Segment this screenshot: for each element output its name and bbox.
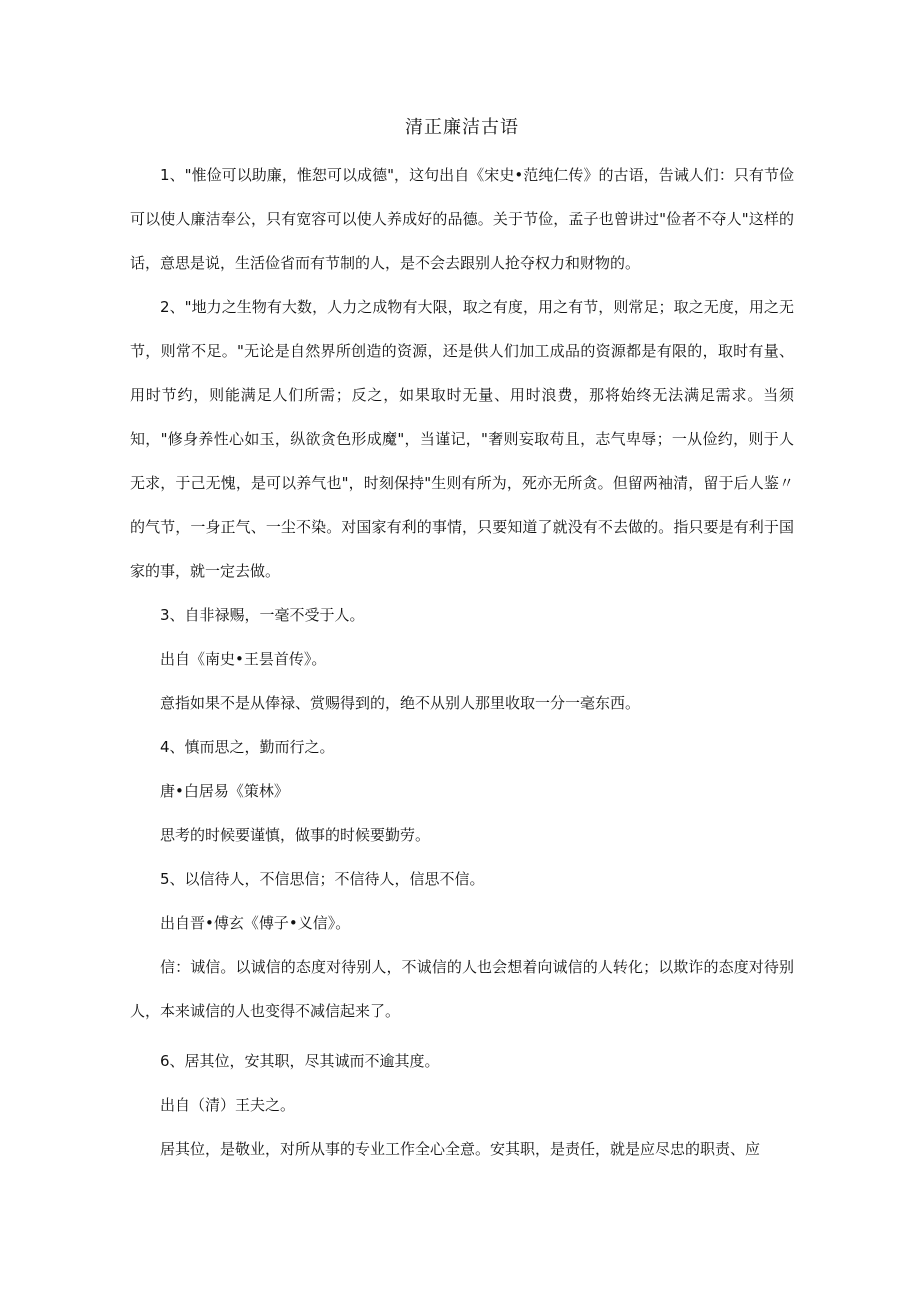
paragraph-7: 唐•白居易《策林》 <box>160 782 289 800</box>
paragraph-12: 6、居其位，安其职，尽其诚而不逾其度。 <box>160 1052 440 1070</box>
paragraph-8: 思考的时候要谨慎，做事的时候要勤劳。 <box>160 826 431 844</box>
paragraph-6: 4、慎而思之，勤而行之。 <box>160 738 335 756</box>
document-title: 清正廉洁古语 <box>405 117 519 138</box>
paragraph-3: 3、自非禄赐，一毫不受于人。 <box>160 606 365 624</box>
paragraph-9: 5、以信待人，不信思信；不信待人，信思不信。 <box>160 870 485 888</box>
paragraph-5: 意指如果不是从俸禄、赏赐得到的，绝不从别人那里收取一分一毫东西。 <box>160 694 641 712</box>
paragraph-2: 2、"地力之生物有大数，人力之成物有大限，取之有度，用之有节，则常足；取之无度，用之无节，则常不足。"无论是自然界所创造的资源，还是供人们加工成品的资源都是有限的，取时有量、用时节约，则能满足人们所需；反之，如果取时无量、用时浪费，那将始终无法满足需求。当须知，"修身养性心如玉，纵欲贪色形成魔"，当谨记，"奢则妄取苟且，志气卑辱；一从俭约，则于人无求，于己无愧，是可以养气也"，时刻保持"生则有所为，死亦无所贪。但留两袖清，留于后人鉴〃的气节，一身正气、一尘不染。对国家有利的事情，只要知道了就没有不去做的。指只要是有利于国家的事，就一定去做。 <box>130 298 794 580</box>
paragraph-11: 信：诚信。以诚信的态度对待别人，不诚信的人也会想着向诚信的人转化；以欺诈的态度对待别人，本来诚信的人也变得不减信起来了。 <box>130 958 794 1020</box>
paragraph-10: 出自晋•傅玄《傅子•义信》。 <box>160 914 351 932</box>
paragraph-1: 1、"惟俭可以助廉，惟恕可以成德"，这句出自《宋史•范纯仁传》的古语，告诫人们：只有节俭可以使人廉洁奉公，只有宽容可以使人养成好的品德。关于节俭，孟子也曾讲过"俭者不夺人"这样的话，意思是说，生活俭省而有节制的人，是不会去跟别人抢夺权力和财物的。 <box>130 166 794 272</box>
paragraph-4: 出自《南史•王昙首传》。 <box>160 650 327 668</box>
paragraph-13: 出自（清）王夫之。 <box>160 1096 296 1114</box>
document-page <box>130 113 794 1171</box>
paragraph-14: 居其位，是敬业，对所从事的专业工作全心全意。安其职，是责任，就是应尽忠的职责、应 <box>160 1140 761 1158</box>
